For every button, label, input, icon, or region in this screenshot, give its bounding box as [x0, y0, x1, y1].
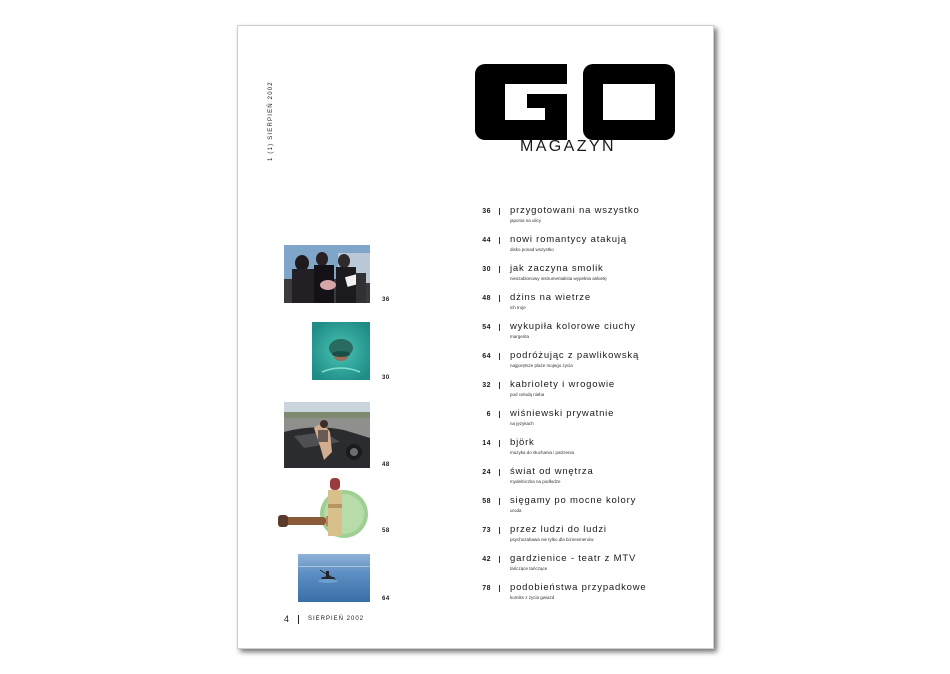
toc-divider [499, 469, 500, 476]
toc-title: świat od wnętrza [510, 466, 594, 477]
toc-subtitle: margerita [510, 334, 530, 339]
toc-subtitle: muzyka do słuchania i patrzenia [510, 450, 575, 455]
car-photo-icon[interactable] [284, 402, 370, 468]
toc-page-number: 44 [482, 237, 491, 244]
toc-entry[interactable] [474, 467, 704, 496]
toc-divider [499, 440, 500, 447]
toc-divider [499, 382, 500, 389]
toc-subtitle: japonia na ulicy [510, 218, 542, 223]
toc-divider [499, 411, 500, 418]
footer-divider [298, 615, 299, 624]
toc-divider [499, 324, 500, 331]
cosmetics-photo-icon[interactable] [278, 474, 370, 542]
toc-page-number: 64 [482, 353, 491, 360]
magazine-page [237, 25, 714, 649]
toc-title: gardzienice - teatr z MTV [510, 553, 637, 564]
toc-page-number: 24 [482, 469, 491, 476]
photo-page-number: 64 [382, 596, 390, 602]
kayak-photo-icon[interactable] [298, 554, 370, 602]
toc-subtitle: uroda [510, 508, 522, 513]
toc-title: przez ludzi do ludzi [510, 524, 607, 535]
toc-page-number: 58 [482, 498, 491, 505]
toc-subtitle: najgorętsze plaże mojego życia [510, 363, 573, 368]
photo-page-number: 30 [382, 375, 390, 381]
toc-entry[interactable] [474, 322, 704, 351]
toc-page-number: 30 [482, 266, 491, 273]
toc-page-number: 6 [486, 411, 491, 418]
toc-page-number: 42 [482, 556, 491, 563]
toc-entry[interactable] [474, 525, 704, 554]
toc-page-number: 32 [482, 382, 491, 389]
table-of-contents [474, 206, 704, 612]
toc-entry[interactable] [474, 351, 704, 380]
toc-title: przygotowani na wszystko [510, 205, 640, 216]
toc-entry[interactable] [474, 583, 704, 612]
toc-entry[interactable] [474, 206, 704, 235]
toc-subtitle: komiks z życia gwiazd [510, 595, 555, 600]
toc-entry[interactable] [474, 235, 704, 264]
footer-page-number: 4 [284, 614, 290, 624]
toc-subtitle: psychozabawa nie tylko dla biznesmenów [510, 537, 594, 542]
toc-divider [499, 353, 500, 360]
toc-title: kabriolety i wrogowie [510, 379, 615, 390]
toc-title: wykupiła kolorowe ciuchy [510, 321, 636, 332]
toc-entry[interactable] [474, 293, 704, 322]
toc-divider [499, 266, 500, 273]
toc-entry[interactable] [474, 264, 704, 293]
go-logo [475, 64, 675, 144]
toc-page-number: 36 [482, 208, 491, 215]
toc-page-number: 48 [482, 295, 491, 302]
footer-date: SIERPIEŃ 2002 [308, 616, 365, 622]
photo-page-number: 48 [382, 462, 390, 468]
toc-entry[interactable] [474, 496, 704, 525]
go-logo-mark [475, 64, 675, 140]
toc-divider [499, 237, 500, 244]
logo-subtitle: MAGAZYN [520, 138, 616, 155]
toc-divider [499, 295, 500, 302]
toc-entry[interactable] [474, 438, 704, 467]
toc-title: dżins na wietrze [510, 292, 591, 303]
toc-title: nowi romantycy atakują [510, 234, 627, 245]
photo-page-number: 36 [382, 297, 390, 303]
toc-subtitle: disko ponad wszystko [510, 247, 554, 252]
toc-divider [499, 208, 500, 215]
toc-divider [499, 585, 500, 592]
toc-subtitle: pod celodą nieba [510, 392, 545, 397]
toc-title: jak zaczyna smolik [510, 263, 604, 274]
toc-subtitle: nieszablonowy instrumentalista wypełnia ankietę [510, 276, 607, 281]
toc-page-number: 78 [482, 585, 491, 592]
toc-entry[interactable] [474, 554, 704, 583]
photo-page-number: 58 [382, 528, 390, 534]
group-photo-icon[interactable] [284, 245, 370, 303]
toc-page-number: 54 [482, 324, 491, 331]
toc-subtitle: mydelniczka na podłodze [510, 479, 561, 484]
toc-page-number: 14 [482, 440, 491, 447]
toc-page-number: 73 [482, 527, 491, 534]
toc-divider [499, 498, 500, 505]
swimmer-photo-icon[interactable] [312, 322, 370, 380]
toc-entry[interactable] [474, 409, 704, 438]
toc-title: björk [510, 437, 535, 448]
toc-title: podobieństwa przypadkowe [510, 582, 647, 593]
toc-subtitle: ich troje [510, 305, 526, 310]
toc-title: wiśniewski prywatnie [510, 408, 615, 419]
toc-divider [499, 527, 500, 534]
issue-vertical-text: 1 (1) SIERPIEŃ 2002 [268, 81, 274, 161]
toc-entry[interactable] [474, 380, 704, 409]
toc-title: sięgamy po mocne kolory [510, 495, 637, 506]
toc-divider [499, 556, 500, 563]
toc-subtitle: tańczące tańczące [510, 566, 548, 571]
toc-title: podróżując z pawlikowską [510, 350, 640, 361]
toc-subtitle: na językach [510, 421, 534, 426]
